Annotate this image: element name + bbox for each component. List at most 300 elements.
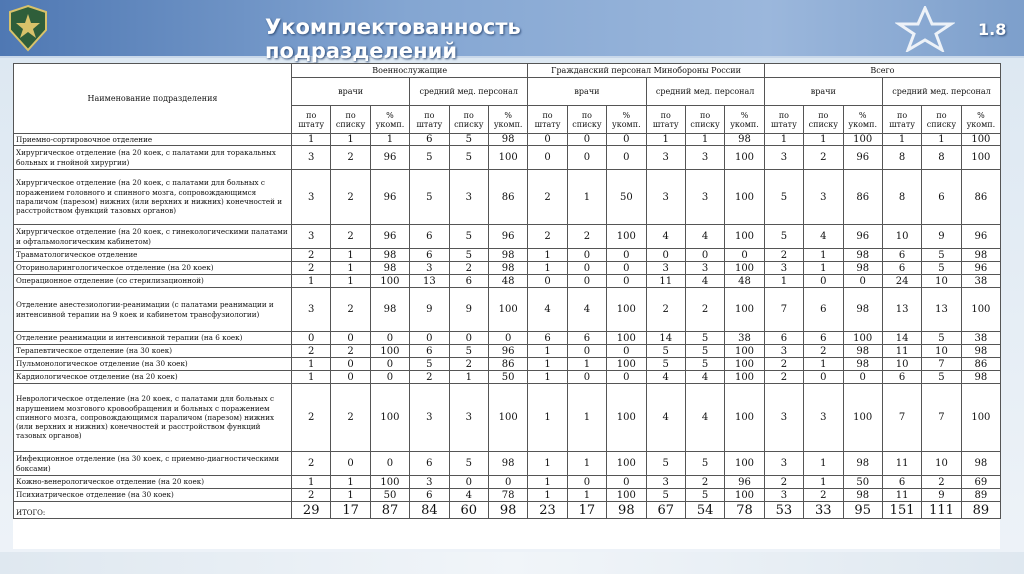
value-cell: 2 [764, 249, 803, 262]
value-cell: 2 [292, 262, 331, 275]
value-cell: 6 [410, 489, 449, 502]
value-cell: 3 [764, 452, 803, 476]
value-cell: 5 [410, 358, 449, 371]
value-cell: 100 [961, 146, 1000, 170]
value-cell: 1 [804, 262, 843, 275]
value-cell: 1 [331, 275, 370, 288]
value-cell: 38 [961, 332, 1000, 345]
col-label-list: по списку [685, 106, 724, 134]
value-cell: 6 [764, 332, 803, 345]
value-cell: 96 [488, 345, 527, 358]
total-value-cell: 111 [922, 502, 961, 519]
value-cell: 100 [607, 384, 646, 452]
value-cell: 100 [370, 384, 409, 452]
col-label-staff: по штату [882, 106, 921, 134]
header-nurses: средний мед. персонал [410, 78, 528, 106]
value-cell: 5 [685, 489, 724, 502]
staffing-table [13, 63, 1001, 519]
col-label-percent: % укомп. [843, 106, 882, 134]
value-cell: 1 [646, 134, 685, 146]
table-row [14, 146, 1001, 170]
value-cell: 48 [488, 275, 527, 288]
page-title: Укомплектованность подразделений [265, 15, 521, 63]
value-cell: 0 [331, 358, 370, 371]
value-cell: 0 [370, 332, 409, 345]
value-cell: 96 [843, 146, 882, 170]
value-cell: 6 [804, 332, 843, 345]
value-cell: 1 [331, 489, 370, 502]
value-cell: 1 [882, 134, 921, 146]
value-cell: 1 [804, 476, 843, 489]
value-cell: 98 [370, 288, 409, 332]
table-row [14, 345, 1001, 358]
value-cell: 1 [764, 134, 803, 146]
value-cell: 4 [646, 371, 685, 384]
value-cell: 9 [410, 288, 449, 332]
value-cell: 24 [882, 275, 921, 288]
military-emblem-icon [6, 4, 50, 52]
value-cell: 9 [922, 489, 961, 502]
value-cell: 1 [292, 275, 331, 288]
value-cell: 6 [410, 345, 449, 358]
col-label-staff: по штату [410, 106, 449, 134]
value-cell: 98 [843, 288, 882, 332]
total-value-cell: 60 [449, 502, 488, 519]
value-cell: 50 [607, 170, 646, 225]
unit-name-cell: Психиатрическое отделение (на 30 коек) [14, 489, 292, 502]
total-value-cell: 23 [528, 502, 567, 519]
value-cell: 98 [961, 371, 1000, 384]
value-cell: 2 [331, 170, 370, 225]
value-cell: 0 [567, 476, 606, 489]
value-cell: 1 [567, 489, 606, 502]
value-cell: 96 [961, 262, 1000, 275]
value-cell: 1 [292, 358, 331, 371]
total-label: ИТОГО: [14, 502, 292, 519]
value-cell: 1 [528, 262, 567, 275]
value-cell: 100 [607, 452, 646, 476]
header-nurses: средний мед. персонал [882, 78, 1000, 106]
unit-name-cell: Неврологическое отделение (на 20 коек, с палатами для больных с нарушением мозгового кровообращения и больных с поражением спинного мозга, сопровождающимся параличом (парезом) нижних (или верхних и нижних) конечностей и расстройством функций тазовых органов) [14, 384, 292, 452]
value-cell: 2 [292, 345, 331, 358]
value-cell: 10 [882, 225, 921, 249]
value-cell: 98 [961, 345, 1000, 358]
value-cell: 4 [685, 384, 724, 452]
value-cell: 8 [882, 146, 921, 170]
value-cell: 1 [331, 476, 370, 489]
unit-name-cell: Кожно-венерологическое отделение (на 20 коек) [14, 476, 292, 489]
table-row [14, 371, 1001, 384]
value-cell: 89 [961, 489, 1000, 502]
value-cell: 0 [607, 345, 646, 358]
value-cell: 5 [764, 225, 803, 249]
value-cell: 11 [882, 345, 921, 358]
value-cell: 6 [804, 288, 843, 332]
value-cell: 1 [804, 452, 843, 476]
value-cell: 98 [370, 262, 409, 275]
value-cell: 3 [685, 146, 724, 170]
header-group-military: Военнослужащие [292, 64, 528, 78]
value-cell: 69 [961, 476, 1000, 489]
table-row [14, 225, 1001, 249]
value-cell: 6 [410, 225, 449, 249]
value-cell: 98 [488, 134, 527, 146]
col-label-percent: % укомп. [370, 106, 409, 134]
value-cell: 5 [922, 262, 961, 275]
value-cell: 86 [488, 358, 527, 371]
value-cell: 50 [843, 476, 882, 489]
header-doctors: врачи [764, 78, 882, 106]
value-cell: 1 [292, 476, 331, 489]
bottom-strip [0, 552, 1024, 574]
value-cell: 100 [370, 476, 409, 489]
value-cell: 2 [410, 371, 449, 384]
value-cell: 2 [567, 225, 606, 249]
unit-name-cell: Хирургическое отделение (на 20 коек, с палатами для больных с поражением головного и спинного мозга, сопровождающимся параличом (парезом) нижних (или верхних и нижних) конечностей и расстройством функций тазовых органов) [14, 170, 292, 225]
value-cell: 0 [292, 332, 331, 345]
value-cell: 2 [764, 371, 803, 384]
value-cell: 0 [488, 476, 527, 489]
value-cell: 3 [764, 384, 803, 452]
table-row [14, 288, 1001, 332]
value-cell: 2 [922, 476, 961, 489]
value-cell: 4 [449, 489, 488, 502]
value-cell: 100 [607, 288, 646, 332]
value-cell: 4 [646, 225, 685, 249]
value-cell: 5 [449, 249, 488, 262]
value-cell: 5 [449, 452, 488, 476]
unit-name-cell: Отделение анестезиологии-реанимации (с палатами реанимации и интенсивной терапии на 9 коек и кабинетом трансфузиологии) [14, 288, 292, 332]
value-cell: 100 [725, 146, 764, 170]
table-row [14, 332, 1001, 345]
value-cell: 9 [922, 225, 961, 249]
value-cell: 2 [685, 288, 724, 332]
unit-name-cell: Хирургическое отделение (на 20 коек, с гинекологическими палатами и офтальмологическим кабинетом) [14, 225, 292, 249]
value-cell: 0 [843, 371, 882, 384]
unit-name-cell: Терапевтическое отделение (на 30 коек) [14, 345, 292, 358]
value-cell: 6 [410, 134, 449, 146]
value-cell: 100 [961, 288, 1000, 332]
col-label-percent: % укомп. [607, 106, 646, 134]
header-group-total: Всего [764, 64, 1000, 78]
total-value-cell: 17 [331, 502, 370, 519]
table-row [14, 262, 1001, 275]
value-cell: 96 [961, 225, 1000, 249]
value-cell: 100 [725, 452, 764, 476]
value-cell: 0 [528, 275, 567, 288]
total-value-cell: 98 [607, 502, 646, 519]
value-cell: 3 [764, 345, 803, 358]
value-cell: 0 [567, 371, 606, 384]
col-label-percent: % укомп. [488, 106, 527, 134]
header-unit-name: Наименование подразделения [14, 64, 292, 134]
value-cell: 98 [843, 249, 882, 262]
value-cell: 3 [764, 489, 803, 502]
value-cell: 2 [764, 476, 803, 489]
table-row [14, 452, 1001, 476]
col-label-staff: по штату [764, 106, 803, 134]
value-cell: 2 [331, 225, 370, 249]
value-cell: 1 [804, 358, 843, 371]
value-cell: 7 [922, 358, 961, 371]
value-cell: 0 [370, 358, 409, 371]
value-cell: 3 [410, 262, 449, 275]
value-cell: 10 [922, 345, 961, 358]
value-cell: 2 [646, 288, 685, 332]
value-cell: 100 [607, 358, 646, 371]
value-cell: 1 [292, 371, 331, 384]
value-cell: 10 [922, 275, 961, 288]
value-cell: 3 [292, 225, 331, 249]
value-cell: 98 [961, 452, 1000, 476]
value-cell: 5 [449, 134, 488, 146]
value-cell: 86 [961, 358, 1000, 371]
value-cell: 1 [331, 249, 370, 262]
value-cell: 5 [646, 452, 685, 476]
value-cell: 2 [292, 489, 331, 502]
value-cell: 100 [725, 358, 764, 371]
value-cell: 2 [685, 476, 724, 489]
value-cell: 100 [843, 332, 882, 345]
value-cell: 98 [843, 358, 882, 371]
total-value-cell: 87 [370, 502, 409, 519]
value-cell: 6 [882, 249, 921, 262]
col-label-list: по списку [567, 106, 606, 134]
value-cell: 1 [567, 170, 606, 225]
value-cell: 4 [685, 371, 724, 384]
value-cell: 100 [843, 134, 882, 146]
value-cell: 98 [843, 345, 882, 358]
value-cell: 100 [488, 146, 527, 170]
value-cell: 0 [449, 332, 488, 345]
value-cell: 2 [331, 288, 370, 332]
value-cell: 3 [292, 170, 331, 225]
unit-name-cell: Хирургическое отделение (на 20 коек, с палатами для торакальных больных и гнойной хирургии) [14, 146, 292, 170]
value-cell: 2 [292, 249, 331, 262]
value-cell: 14 [646, 332, 685, 345]
value-cell: 0 [607, 476, 646, 489]
value-cell: 5 [685, 358, 724, 371]
value-cell: 0 [607, 134, 646, 146]
value-cell: 100 [370, 345, 409, 358]
value-cell: 100 [725, 384, 764, 452]
value-cell: 7 [882, 384, 921, 452]
value-cell: 5 [646, 345, 685, 358]
value-cell: 3 [410, 476, 449, 489]
value-cell: 0 [607, 275, 646, 288]
value-cell: 2 [292, 452, 331, 476]
total-value-cell: 54 [685, 502, 724, 519]
unit-name-cell: Операционное отделение (со стерилизационной) [14, 275, 292, 288]
value-cell: 6 [882, 262, 921, 275]
value-cell: 5 [646, 489, 685, 502]
value-cell: 1 [764, 275, 803, 288]
value-cell: 0 [370, 452, 409, 476]
value-cell: 0 [804, 275, 843, 288]
unit-name-cell: Инфекционное отделение (на 30 коек, с приемно-диагностическими боксами) [14, 452, 292, 476]
value-cell: 3 [804, 384, 843, 452]
value-cell: 96 [370, 225, 409, 249]
value-cell: 5 [764, 170, 803, 225]
value-cell: 5 [922, 249, 961, 262]
staffing-table-container [13, 63, 1000, 549]
value-cell: 96 [370, 146, 409, 170]
value-cell: 2 [292, 384, 331, 452]
total-value-cell: 78 [725, 502, 764, 519]
total-value-cell: 95 [843, 502, 882, 519]
value-cell: 98 [370, 249, 409, 262]
table-row [14, 476, 1001, 489]
value-cell: 2 [331, 146, 370, 170]
table-row [14, 275, 1001, 288]
value-cell: 4 [685, 225, 724, 249]
unit-name-cell: Травматологическое отделение [14, 249, 292, 262]
value-cell: 3 [685, 262, 724, 275]
value-cell: 86 [961, 170, 1000, 225]
value-cell: 96 [725, 476, 764, 489]
value-cell: 96 [843, 225, 882, 249]
total-value-cell: 29 [292, 502, 331, 519]
value-cell: 1 [370, 134, 409, 146]
value-cell: 0 [567, 146, 606, 170]
col-label-percent: % укомп. [961, 106, 1000, 134]
table-row [14, 170, 1001, 225]
value-cell: 6 [922, 170, 961, 225]
value-cell: 100 [961, 134, 1000, 146]
total-value-cell: 33 [804, 502, 843, 519]
value-cell: 6 [567, 332, 606, 345]
star-logo-icon [895, 6, 955, 52]
value-cell: 100 [607, 225, 646, 249]
slide-header [0, 0, 1024, 63]
value-cell: 0 [843, 275, 882, 288]
value-cell: 1 [804, 134, 843, 146]
value-cell: 1 [528, 476, 567, 489]
total-value-cell: 151 [882, 502, 921, 519]
value-cell: 6 [882, 476, 921, 489]
value-cell: 0 [528, 134, 567, 146]
unit-name-cell: Приемно-сортировочное отделение [14, 134, 292, 146]
value-cell: 5 [685, 332, 724, 345]
table-row [14, 358, 1001, 371]
value-cell: 5 [410, 170, 449, 225]
value-cell: 0 [685, 249, 724, 262]
value-cell: 98 [488, 249, 527, 262]
value-cell: 11 [646, 275, 685, 288]
total-row [14, 502, 1001, 519]
value-cell: 0 [331, 371, 370, 384]
value-cell: 96 [488, 225, 527, 249]
value-cell: 1 [449, 371, 488, 384]
value-cell: 1 [567, 384, 606, 452]
value-cell: 3 [292, 288, 331, 332]
value-cell: 0 [567, 262, 606, 275]
value-cell: 50 [488, 371, 527, 384]
unit-name-cell: Оториноларингологическое отделение (на 20 коек) [14, 262, 292, 275]
value-cell: 6 [528, 332, 567, 345]
value-cell: 100 [607, 489, 646, 502]
value-cell: 0 [607, 146, 646, 170]
value-cell: 3 [646, 262, 685, 275]
value-cell: 0 [331, 452, 370, 476]
value-cell: 2 [449, 262, 488, 275]
table-body [14, 134, 1001, 519]
value-cell: 98 [843, 262, 882, 275]
value-cell: 7 [922, 384, 961, 452]
value-cell: 14 [882, 332, 921, 345]
value-cell: 1 [804, 249, 843, 262]
value-cell: 4 [685, 275, 724, 288]
table-row [14, 489, 1001, 502]
value-cell: 9 [449, 288, 488, 332]
value-cell: 0 [370, 371, 409, 384]
value-cell: 1 [528, 489, 567, 502]
value-cell: 5 [922, 371, 961, 384]
value-cell: 100 [725, 371, 764, 384]
total-value-cell: 89 [961, 502, 1000, 519]
col-label-percent: % укомп. [725, 106, 764, 134]
value-cell: 3 [646, 146, 685, 170]
unit-name-cell: Отделение реанимации и интенсивной терапии (на 6 коек) [14, 332, 292, 345]
value-cell: 0 [567, 275, 606, 288]
value-cell: 1 [292, 134, 331, 146]
header-doctors: врачи [528, 78, 646, 106]
value-cell: 38 [961, 275, 1000, 288]
value-cell: 100 [843, 384, 882, 452]
value-cell: 6 [410, 452, 449, 476]
value-cell: 7 [764, 288, 803, 332]
value-cell: 5 [922, 332, 961, 345]
unit-name-cell: Кардиологическое отделение (на 20 коек) [14, 371, 292, 384]
value-cell: 48 [725, 275, 764, 288]
total-value-cell: 98 [488, 502, 527, 519]
value-cell: 3 [646, 476, 685, 489]
unit-name-cell: Пульмонологическое отделение (на 30 коек) [14, 358, 292, 371]
value-cell: 3 [685, 170, 724, 225]
value-cell: 2 [804, 345, 843, 358]
value-cell: 100 [725, 262, 764, 275]
value-cell: 11 [882, 489, 921, 502]
value-cell: 3 [449, 170, 488, 225]
value-cell: 86 [488, 170, 527, 225]
table-row [14, 384, 1001, 452]
value-cell: 6 [882, 371, 921, 384]
value-cell: 100 [725, 170, 764, 225]
value-cell: 98 [488, 452, 527, 476]
value-cell: 96 [370, 170, 409, 225]
value-cell: 0 [331, 332, 370, 345]
value-cell: 0 [607, 262, 646, 275]
table-row [14, 249, 1001, 262]
total-value-cell: 67 [646, 502, 685, 519]
value-cell: 100 [607, 332, 646, 345]
value-cell: 0 [410, 332, 449, 345]
value-cell: 0 [449, 476, 488, 489]
value-cell: 0 [804, 371, 843, 384]
value-cell: 98 [843, 489, 882, 502]
value-cell: 4 [528, 288, 567, 332]
value-cell: 1 [528, 384, 567, 452]
value-cell: 1 [528, 371, 567, 384]
value-cell: 3 [646, 170, 685, 225]
value-cell: 5 [449, 345, 488, 358]
value-cell: 2 [804, 146, 843, 170]
table-row [14, 134, 1001, 146]
value-cell: 0 [528, 146, 567, 170]
col-label-list: по списку [331, 106, 370, 134]
value-cell: 3 [410, 384, 449, 452]
value-cell: 1 [528, 345, 567, 358]
